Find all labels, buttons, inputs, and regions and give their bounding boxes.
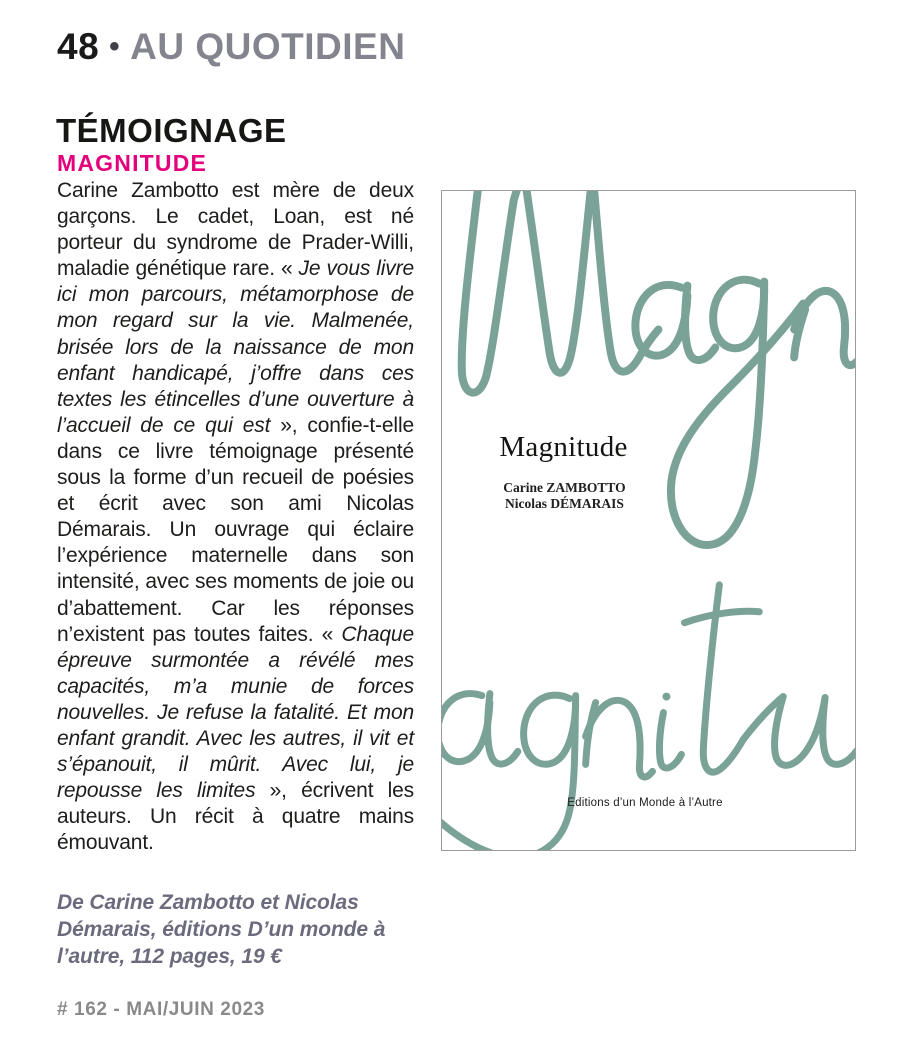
section-title: AU QUOTIDIEN bbox=[130, 26, 406, 67]
article-kicker: TÉMOIGNAGE bbox=[56, 112, 287, 149]
cover-author-1: Carine ZAMBOTTO bbox=[503, 480, 626, 495]
book-credit-line: De Carine Zambotto et Nicolas Démarais, éditions D’un monde à l’autre, 112 pages, 19 € bbox=[57, 891, 386, 968]
page-header bbox=[57, 26, 405, 68]
article-body: Carine Zambotto est mère de deux garçons. Le cadet, Loan, est né porteur du syndrome de Prader-Willi, maladie génétique rare. « Je vous livre ici mon parcours, métamorphose de mon regard sur la vie. Malmenée, brisée lors de la naissance de mon enfant handicapé, j’offre dans ces textes les étincelles d’une ouverture à l’accueil de ce qui est », confie-t-elle dans ce livre témoignage présenté sous la forme d’un recueil de poésies et écrit avec son ami Nicolas Démarais. Un ouvrage qui éclaire l’expérience maternelle dans son intensité, avec ses moments de joie ou d’abattement. Car les réponses n’existent pas toutes faites. « Chaque épreuve surmontée a révélé mes capacités, m’a munie de forces nouvelles. Je refuse la fatalité. Et mon enfant grandit. Avec les autres, il vit et s’épanouit, il mûrit. Avec lui, je repousse les limites », écrivent les auteurs. Un récit à quatre mains émouvant. bbox=[57, 179, 415, 855]
cover-author-2: Nicolas DÉMARAIS bbox=[505, 495, 624, 511]
bullet-separator: • bbox=[109, 30, 121, 63]
cover-book-title: Magnitude bbox=[499, 431, 628, 463]
cover-script-lettering bbox=[442, 191, 855, 850]
cover-publisher: Editions d’un Monde à l’Autre bbox=[567, 797, 723, 809]
page-number: 48 bbox=[57, 26, 100, 67]
script-word-agnitu bbox=[442, 585, 855, 850]
cover-authors bbox=[442, 480, 687, 511]
issue-footer: # 162 - MAI/JUIN 2023 bbox=[57, 999, 265, 1020]
book-cover bbox=[441, 190, 856, 851]
article-title: MAGNITUDE bbox=[57, 150, 208, 176]
